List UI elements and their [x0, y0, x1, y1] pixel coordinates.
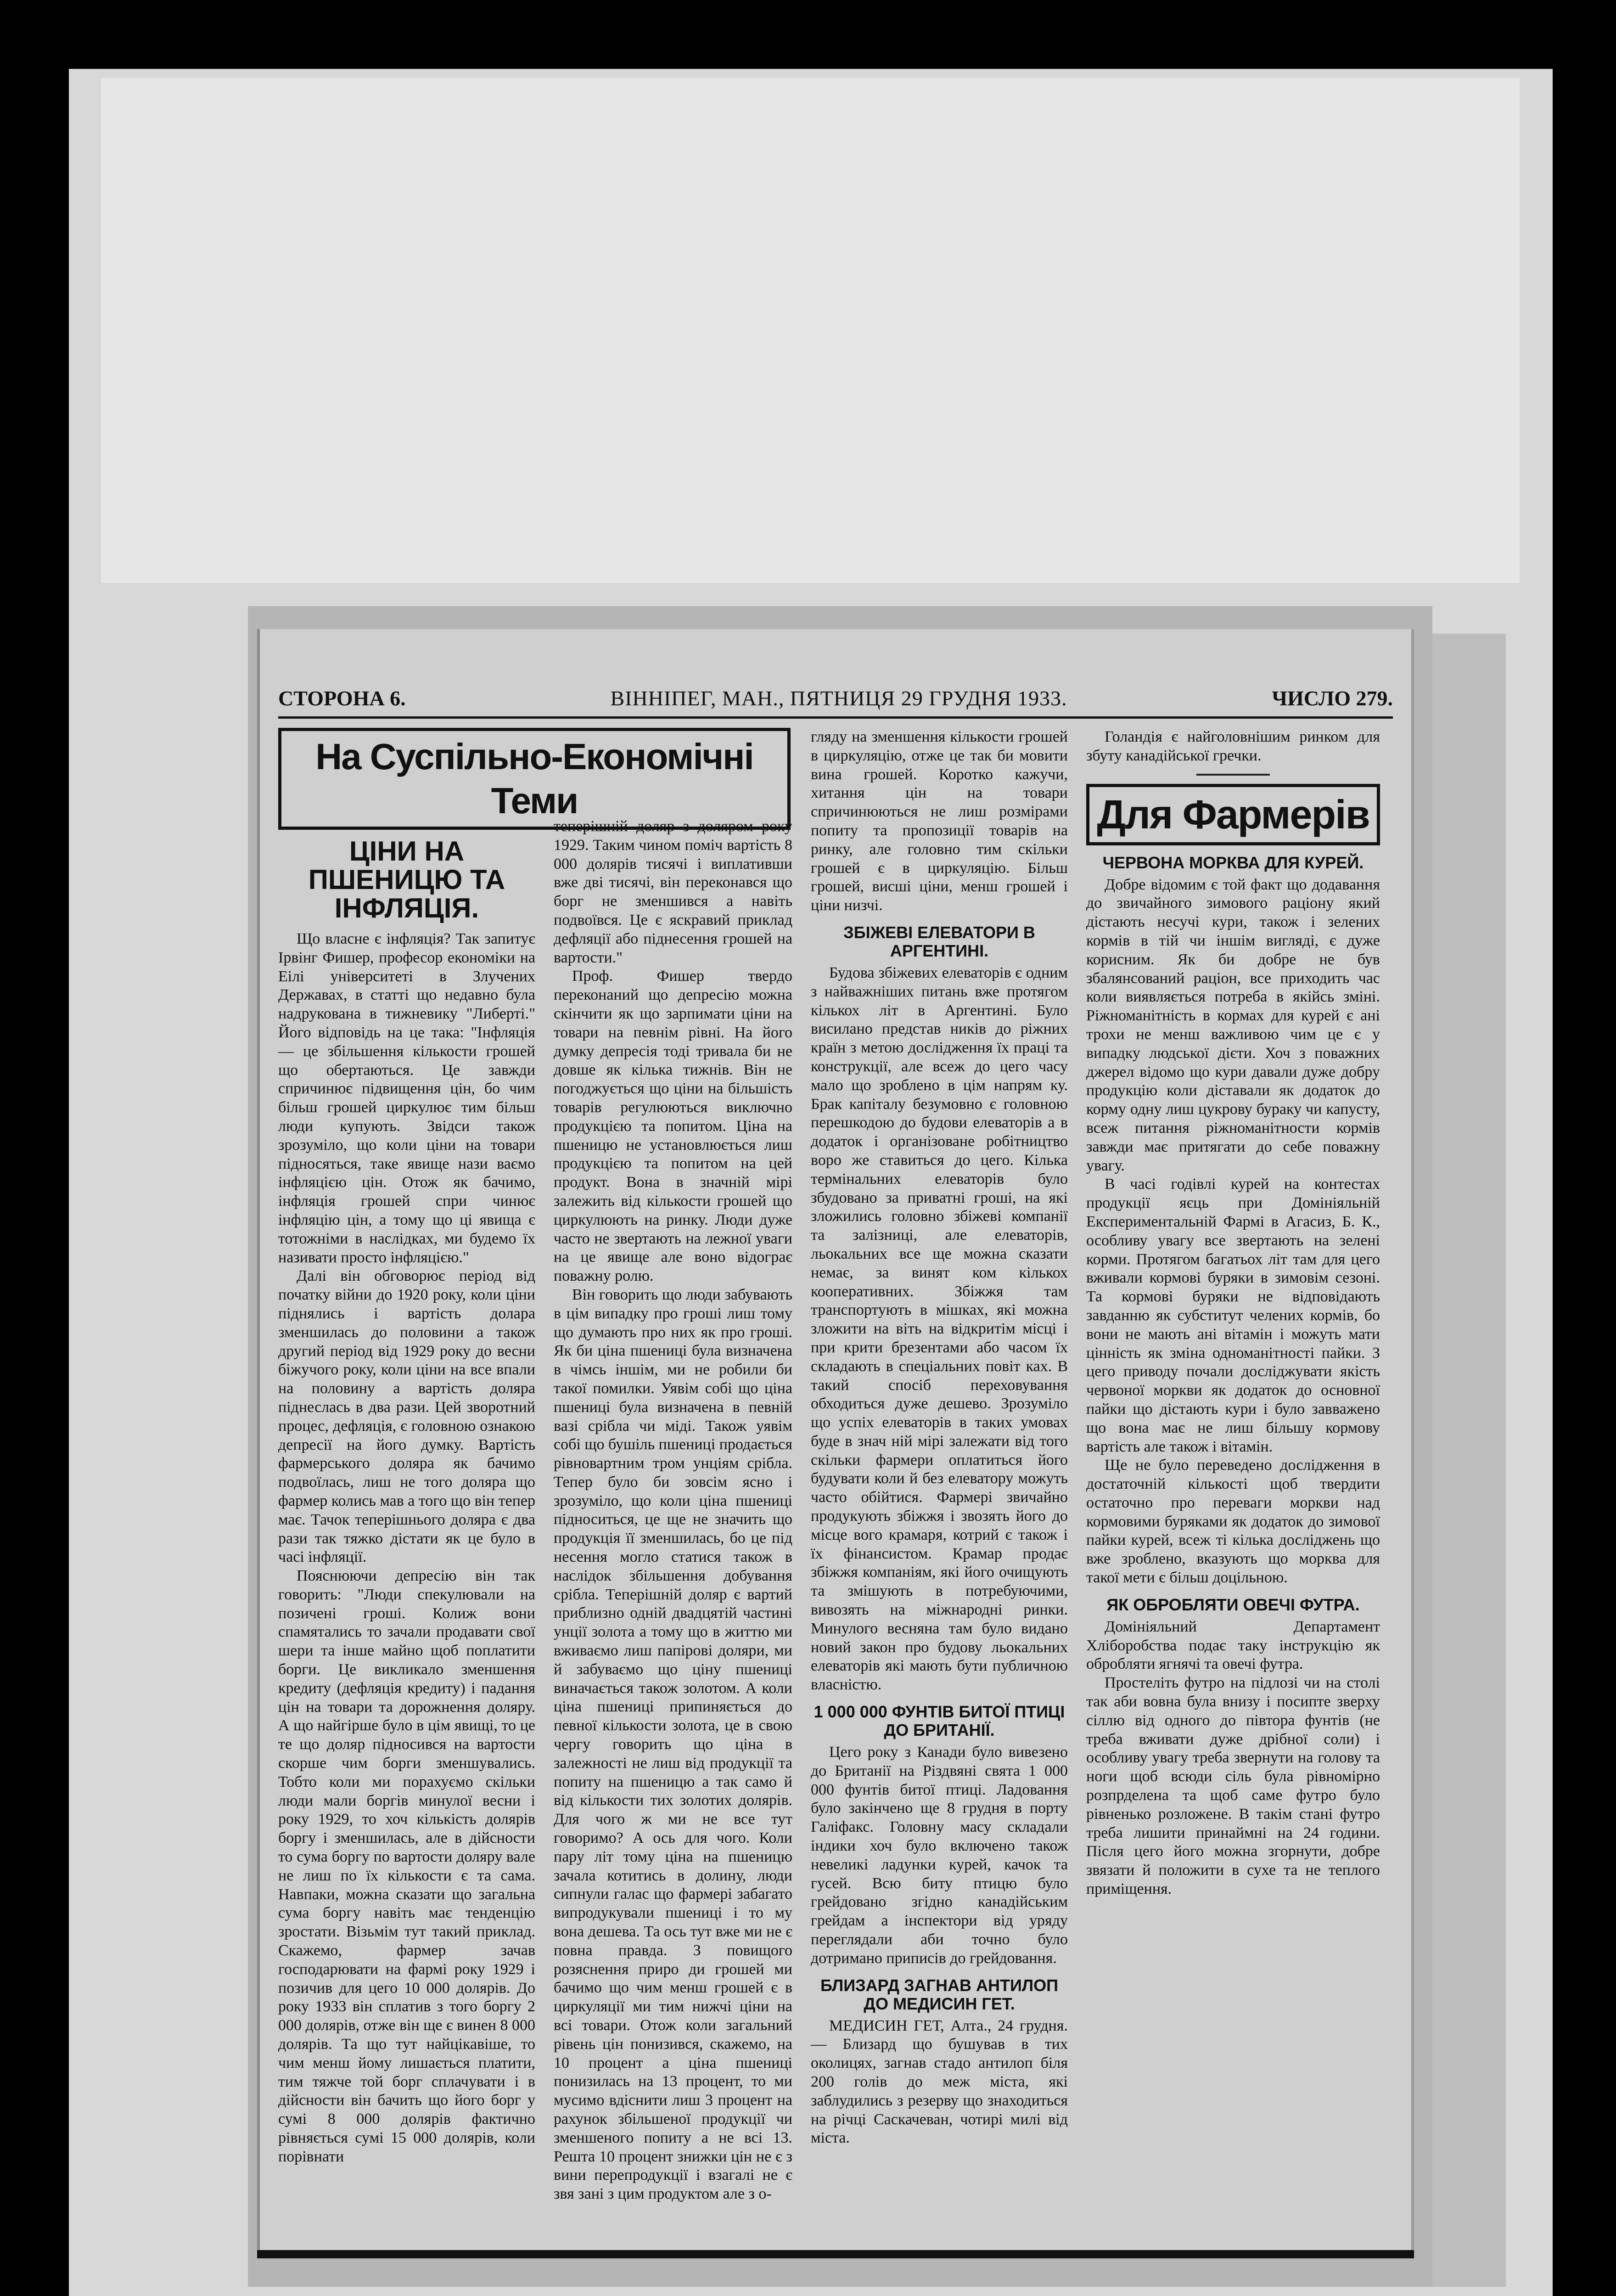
article-paragraph: Пояснюючи депресію він так говорить: "Люди спекулювали на позичені гроші. Колиж вони спамятались то зачали продавати свої шери та інше майно щоб поплатити борги. Це викликало зменшення кредиту (дефляція кредиту) і падання цін на товари та дорожнення доляру. А що найгірше було в цім явищі, то це те що доляр підносився на вартости скорше чим борги зменшувались. Тобто коли ми порахуємо скільки люди мали боргів минулої весни і року 1929, то хоч кількість долярів боргу і зменшилась, але в дійсности то сума боргу по вартости доляру вале не лиш по їх кількости є та сама. Навпаки, можна сказати що загальна сума боргу навіть має тенденцію зростати. Візьмім тут такий приклад. Скажемо, фармер зачав господарювати на фармі року 1929 і позичив для цего 10 000 долярів. До року 1933 він сплатив з того боргу 2 000 долярів, отже він ще є винен 8 000 долярів. Та що тут найцікавіше, то чим менш йому лишається платити, тим тяжче той борг сплачувати і в дійсности він бачить що його борг у сумі 8 000 долярів фактично рівняється сумі 15 000 долярів, коли порівнати — [278, 1567, 535, 2165]
carrot-headline: ЧЕРВОНА МОРКВА ДЛЯ КУРЕЙ. — [1102, 853, 1364, 872]
article-paragraph: Що власне є інфляція? Так запитує Ірвінг Фишер, професор економіки на Еілі університеті в Злучених Державах, в статті що недавно була надрукована в тижневику "Либерті." Його відповідь на це така: "Інфляція — це збільшення кількости грошей що обертаються. Це завжди спричинює підвищення цін, бо чим більш грошей циркулює тим більш люди купують. Звідси також зрозуміло, що коли ціни на товари підносяться, таке явище нази ваємо інфляцією цін. Отож як бачимо, інфляція грошей спри чинює інфляцію цін, а тому що ці явища є тотожніми в наслідках, ми будемо їх називати просто інфляцією." — [278, 930, 535, 1266]
article-paragraph: Проф. Фишер твердо переконаний що депресію можна скінчити як що зарпимати ціни на товари на певнім рівні. На його думку депресія тоді тривала би не довше як кілька тижнів. Він не погоджується що ціни на більшість товарів регулюються виключно продукцією та попитом. Ціна на пшеницю не установлюється лиш продукцією та попитом на цей продукт. Вона в значній мірі залежить від кількости грошей що циркулюють на ринку. Люди дуже часто не звертають на лежної уваги на це явище але воно відограє поважну ролю. — [554, 968, 792, 1285]
section-head — [278, 728, 791, 830]
article-paragraph: Цего року з Канади було вивезено до Британії на Різдвяні свята 1 000 000 фунтів битої птиці. Ладовання було закінчено ще 8 грудня в порту Галіфакс. Головну масу складали індики хоч було включено також невеликі ладунки курей, качок та гусей. Всю биту птицю було грейдовано згідно канадійським грейдам а інспектори від уряду переглядали аби точно було дотримано приписів до грейдовання. — [811, 1744, 1068, 1967]
column-3 — [811, 728, 1068, 2232]
article-paragraph: Будова збіжевих елеваторів є одним з найважніших питань вже протягом кількох літ в Аргентині. Було висилано представ ників до ріжних країн з метою дослідження їх праці та конструкції, але всеж до цего часу мало що зроблено в цім напрям ку. Брак капіталу безумовно є головною перешкодою до будови елеваторів а в додаток і організоване робітництво воро же ставиться до цего. Кілька термінальних елеваторів було збудовано за приватні гроші, на які зложились головно збіжеві компанії та залізниці, але елеваторів, льокальних все ще можна сказати немає, за винят ком кількох кооперативних. Збіжжя там транспортують в мішках, які можна зложити на віть на відкритім місці і при крити брезентами або часом їх складають в спеціальних повіт ках. В такий спосіб переховування обходиться дуже дешево. Зрозуміло що успіх елеваторів в таких умовах буде в знач ній мірі залежати від того скільки фармери оплатиться його будувати коли й без елеватору можуть часто обійтися. Фармері звичайно продукують збіжжя і звозять його до місце вого крамаря, котрий є також і їх фінансистом. Крамар продає збіжжя компаніям, які його очищують та змішують в потребуючими, вивозять на міжнародні ринки. Минулого весняна там було видано новий закон про будову льокальних елеваторів які мають бути публичною власністю. — [811, 964, 1068, 1694]
dateline: ВІННІПЕГ, МАН., ПЯТНИЦЯ 29 ГРУДНЯ 1933. — [610, 686, 1067, 710]
page-bottom-edge — [257, 2250, 1414, 2258]
page-header — [278, 684, 1393, 712]
separator — [1196, 774, 1270, 776]
article-paragraph: Добре відомим є той факт що додавання до звичайного зимового раціону який дістають несучі кури, також і зелених кормів в тій чи іншім вигляді, є дуже корисним. Як би добре не був збалянсований раціон, все приходить час коли виявляється потреба в якійсь зміні. Ріжноманітність в кормах для курей є ані трохи не менш важливою чим це є у випадку людської дієти. Хоч з поважних джерел відомо що кури давали дуже добру продукцію коли діставали як додаток до корму одну лиш цукрову бураку чи капусту, всеж питання ріжноманітности кормів завжди має притягати до себе поважну увагу. — [1086, 876, 1380, 1174]
column-4 — [1086, 728, 1380, 2232]
poultry-headline: 1 000 000 ФУНТІВ БИТОЇ ПТИЦІ ДО БРИТАНІЇ. — [814, 1702, 1065, 1740]
article-headline: ЦІНИ НА ПШЕНИЦЮ ТА ІНФЛЯЦІЯ. — [308, 836, 505, 923]
blizzard-headline: БЛИЗАРД ЗАГНАВ АНТИЛОП ДО МЕДИСИН ГЕТ. — [820, 1975, 1058, 2013]
article-paragraph: Далі він обговорює період від початку війни до 1920 року, коли ціни піднялись і вартість долара зменшилась до половини а також другий період від 1929 року до весни біжучого року, коли ціни на все впали на половину а вартість доляра піднеслась в два рази. Цей зворотний процес, дефляція, є головною ознакою депресії на його думку. Вартість фармерського доляра як бачимо подвоїлась, лиш не того доляра що фармер колись мав а того що він тепер має. Тачок теперішнього доляра є два рази так тяжко дістати як це було в часі інфляції. — [278, 1267, 535, 1566]
article-paragraph: теперішній доляр з доляром року 1929. Таким чином поміч вартість 8 000 долярів тисячі і виплативши вже дві тисячі, він переконався що борг не зменшився а навіть подвоївся. Це є яскравий приклад дефляції або піднесення грошей на вартости." — [554, 818, 792, 966]
section-banner: На Суспільно-Економічні Теми — [278, 728, 791, 830]
article-paragraph: Простеліть футро на підлозі чи на столі так аби вовна була внизу і посипте зверху сіллю від одного до півтора фунтів (не треба вживати дуже дрібної соли) і особливу увагу треба звернути на голову та ноги щоб всюди сіль була рівномірно розпрделена та щоб саме футро було рівненько розложене. В такім стані футро треба лишити принаймні на 24 години. Після цего його можна згорнути, добре звязати й положити в сухе та не теплого приміщення. — [1086, 1674, 1380, 1898]
newspaper-page — [257, 629, 1414, 2250]
header-rule — [278, 716, 1393, 719]
article-paragraph: МЕДИСИН ГЕТ, Алта., 24 грудня. — Близард що бушував в тих околицях, загнав стадо антилоп біля 200 голів до меж міста, які заблудились з резерву що знаходиться на річці Саскачеван, чотирі милі від міста. — [811, 2017, 1068, 2147]
backdrop-highlight — [101, 78, 1520, 583]
issue-number: ЧИСЛО 279. — [1272, 686, 1393, 710]
article-paragraph: В часі годівлі курей на контестах продукції яєць при Домініяльній Експериментальній Фармі в Агасиз, Б. К., особливу увагу все звертають на зелені корми. Протягом багатьох літ там для цего вживали кормові буряки в зимовім сезоні. Та кормові буряки не відповідають завданню як субститут челених кормів, бо вони не мають ані вітамін і можуть мати цінність як зміна одноманітності пайки. З цего приводу почали досліджувати якість червоної моркви як додаток до основної пайки що дістають кури і було завважено що вона має не лиш більшу кормову вартість але також і вітамін. — [1086, 1176, 1380, 1455]
article-paragraph: Він говорить що люди забувають в цім випадку про гроші лиш тому що думають про них як про гроші. Як би ціна пшениці була визначена в чімсь іншім, ми не робили би такої помилки. Уявім собі що ціна пшениці була визначена в певній вазі срібла чи міді. Також уявім собі що бушіль пшениці продається рівновартним тром унціям срібла. Тепер було би зовсім ясно і зрозуміло, що коли ціна пшениці підноситься, це ще не значить що продукція її зменшилась, бо це під несення могло статися також в наслідок збільшення добування срібла. Теперішній доляр є вартий приблизно одній двадцятій частині унції золота а тому що в життю ми вживаємо лиш папірові доляри, ми й забуваємо що ціну пшениці виначається також золотом. А коли ціна пшениці припиняється до певної кількости золота, це в свою чергу говорить що ціна в залежності не лиш від продукції та попиту на пшеницю а так само й від кількости тих золотих долярів. Для чого ж ми не все тут говоримо? А ось для чого. Коли пару літ тому ціна на пшеницю зачала котитись в долину, люди сипнули галас що фармері забагато випродукували пшениці і то му вона дешева. Та ось тут вже ми не є повна правда. З повищого розяснення приро ди грошей ми бачимо що чим менш грошей є в циркуляції ми тим нижчі ціни на всі товари. Отож коли загальний рівень цін понизився, скажемо, на 10 процент а ціна пшениці понизилась на 13 процент, то ми мусимо вдіснити лиш 3 процент на рахунок збільшеної продукції чи зменшеного попиту а не всі 13. Решта 10 процент знижки цін не є з вини перепродукції і взагалі не є звя зані з цим продуктом але з о- — [554, 1286, 792, 2203]
article-paragraph: Домініяльний Департамент Хліборобства подає таку інструкцію як обробляти ягнячі та овечі футра. — [1086, 1618, 1380, 1673]
article-paragraph: Ще не було переведено дослідження в достаточній кількості щоб твердити остаточно про переваги моркви над кормовими буряками як додаток до зимової пайки курей, всеж ті кілька досліджень що вже зроблено, вказують що морква для такої мети є більш доцільною. — [1086, 1457, 1380, 1587]
article-paragraph: Голандія є найголовнішим ринком для збуту канадійської гречки. — [1086, 728, 1380, 764]
farmers-banner: Для Фармерів — [1086, 784, 1380, 845]
elevators-headline: ЗБІЖЕВІ ЕЛЕВАТОРИ В АРГЕНТИНІ. — [843, 923, 1035, 960]
article-paragraph: гляду на зменшення кількости грошей в циркуляцію, отже це так би мовити вина грошей. Коротко кажучи, хитання цін на товари спричинюються не лиш розмірами попиту та пропозиції товарів на ринку, але головно тим скільки грошей є в циркуляцію. Більш грошей, висші ціни, менш грошей і ціни низчі. — [811, 728, 1068, 914]
fur-headline: ЯК ОБРОБЛЯТИ ОВЕЧІ ФУТРА. — [1106, 1595, 1360, 1614]
column-2 — [554, 817, 792, 2232]
page-label: СТОРОНА 6. — [278, 686, 406, 710]
